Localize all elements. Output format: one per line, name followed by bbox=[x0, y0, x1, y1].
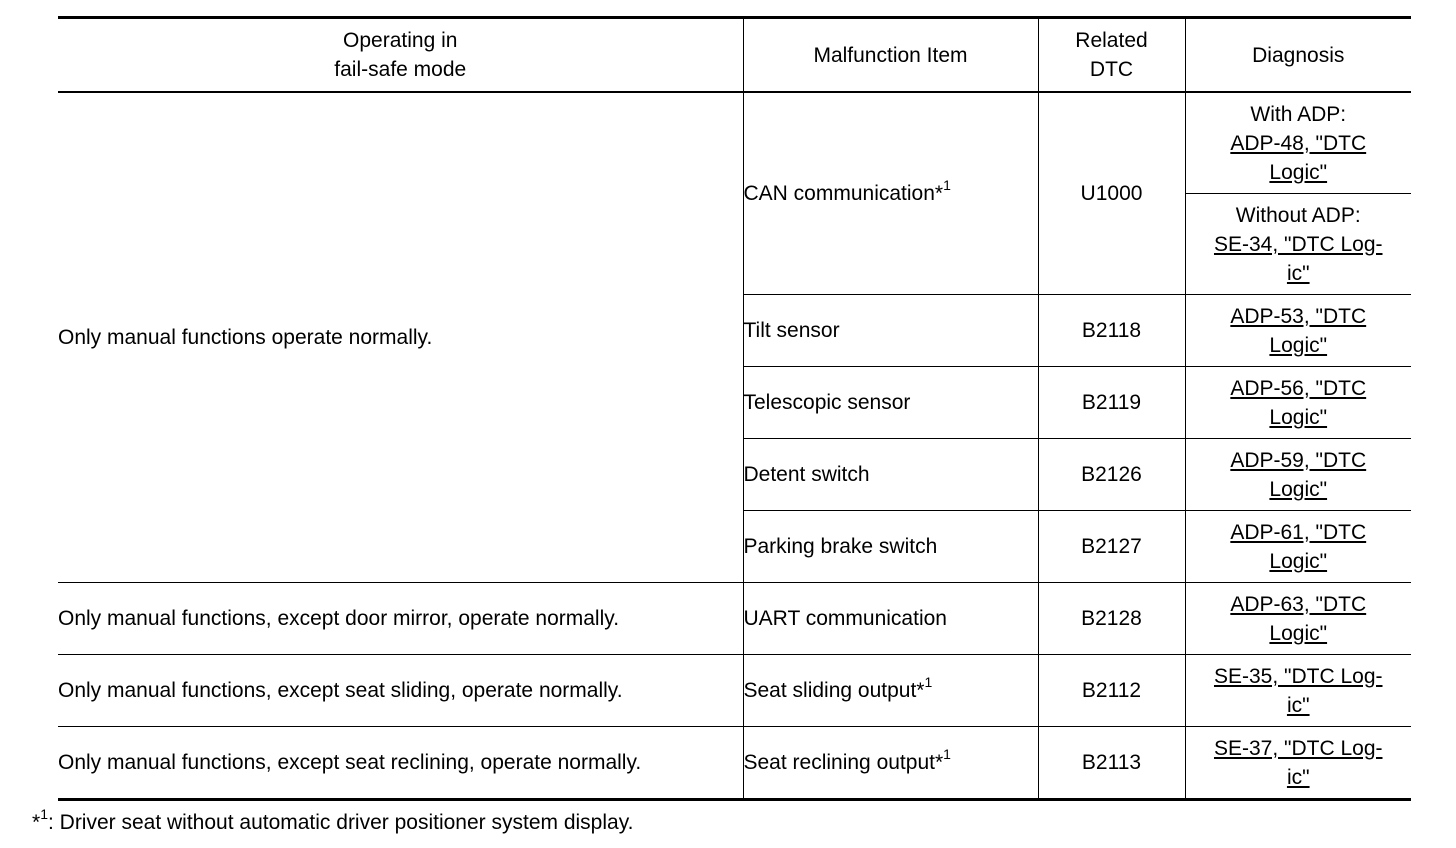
item-cell: CAN communication*$^1$ bbox=[743, 92, 1038, 295]
diagnosis-link[interactable]: ADP-53, "DTC bbox=[1230, 304, 1367, 328]
dtc-cell: B2113 bbox=[1038, 727, 1185, 800]
diagnosis-link[interactable]: SE-34, "DTC Log- bbox=[1213, 232, 1383, 256]
item-cell: Seat reclining output*$^1$ bbox=[743, 727, 1038, 800]
dtc-cell: B2127 bbox=[1038, 511, 1185, 583]
item-cell: Parking brake switch bbox=[743, 511, 1038, 583]
item-cell: Telescopic sensor bbox=[743, 367, 1038, 439]
item-cell: UART communication bbox=[743, 583, 1038, 655]
table-header-row bbox=[58, 18, 1411, 93]
table-row bbox=[58, 583, 1411, 655]
diagnosis-link[interactable]: ic" bbox=[1286, 693, 1310, 717]
diagnosis-link[interactable]: Logic" bbox=[1269, 621, 1328, 645]
diagnosis-link[interactable]: ic" bbox=[1286, 261, 1310, 285]
header-diagnosis: Diagnosis bbox=[1185, 18, 1411, 93]
diagnosis-cell bbox=[1185, 727, 1411, 800]
diagnosis-cell: Without ADP: SE-34, "DTC Log- ic" bbox=[1185, 194, 1411, 295]
diagnosis-link[interactable]: Logic" bbox=[1269, 477, 1328, 501]
diagnosis-cell bbox=[1185, 655, 1411, 727]
item-cell: Tilt sensor bbox=[743, 295, 1038, 367]
item-cell: Detent switch bbox=[743, 439, 1038, 511]
diagnosis-link[interactable]: Logic" bbox=[1269, 549, 1328, 573]
table-row bbox=[58, 92, 1411, 194]
dtc-cell: B2112 bbox=[1038, 655, 1185, 727]
mode-cell: Only manual functions, except seat reclining, operate normally. bbox=[58, 727, 743, 800]
diagnosis-link[interactable]: ADP-59, "DTC bbox=[1230, 448, 1367, 472]
table-row bbox=[58, 727, 1411, 800]
table-row bbox=[58, 655, 1411, 727]
item-cell: Seat sliding output*$^1$ bbox=[743, 655, 1038, 727]
mode-cell: Only manual functions operate normally. bbox=[58, 92, 743, 583]
diagnosis-cell bbox=[1185, 439, 1411, 511]
diagnosis-link[interactable]: ic" bbox=[1286, 765, 1310, 789]
diagnosis-cell: With ADP: ADP-48, "DTC Logic" bbox=[1185, 92, 1411, 194]
dtc-cell: B2119 bbox=[1038, 367, 1185, 439]
diagnosis-link[interactable]: ADP-63, "DTC bbox=[1230, 592, 1367, 616]
diagnosis-cell bbox=[1185, 583, 1411, 655]
diagnosis-link[interactable]: ADP-48, "DTC bbox=[1230, 131, 1367, 155]
diagnosis-link[interactable]: Logic" bbox=[1269, 160, 1328, 184]
diagnosis-link[interactable]: Logic" bbox=[1269, 405, 1328, 429]
diagnosis-link[interactable]: ADP-56, "DTC bbox=[1230, 376, 1367, 400]
dtc-cell: B2126 bbox=[1038, 439, 1185, 511]
mode-cell: Only manual functions, except seat sliding, operate normally. bbox=[58, 655, 743, 727]
header-malfunction-item: Malfunction Item bbox=[743, 18, 1038, 93]
diagnosis-cell bbox=[1185, 511, 1411, 583]
dtc-cell: B2128 bbox=[1038, 583, 1185, 655]
mode-cell: Only manual functions, except door mirror, operate normally. bbox=[58, 583, 743, 655]
diagnosis-link[interactable]: ADP-61, "DTC bbox=[1230, 520, 1367, 544]
diagnosis-link[interactable]: Logic" bbox=[1269, 333, 1328, 357]
diagnosis-cell bbox=[1185, 295, 1411, 367]
fail-safe-table bbox=[58, 16, 1411, 801]
footnote: *$^1$: Driver seat without automatic driver positioner system display. bbox=[32, 806, 634, 834]
diagnosis-link[interactable]: SE-37, "DTC Log- bbox=[1213, 736, 1383, 760]
dtc-cell: B2118 bbox=[1038, 295, 1185, 367]
header-mode: Operating in fail-safe mode bbox=[58, 18, 743, 93]
header-related-dtc: Related DTC bbox=[1038, 18, 1185, 93]
diagnosis-link[interactable]: SE-35, "DTC Log- bbox=[1213, 664, 1383, 688]
dtc-cell: U1000 bbox=[1038, 92, 1185, 295]
diagnosis-cell bbox=[1185, 367, 1411, 439]
